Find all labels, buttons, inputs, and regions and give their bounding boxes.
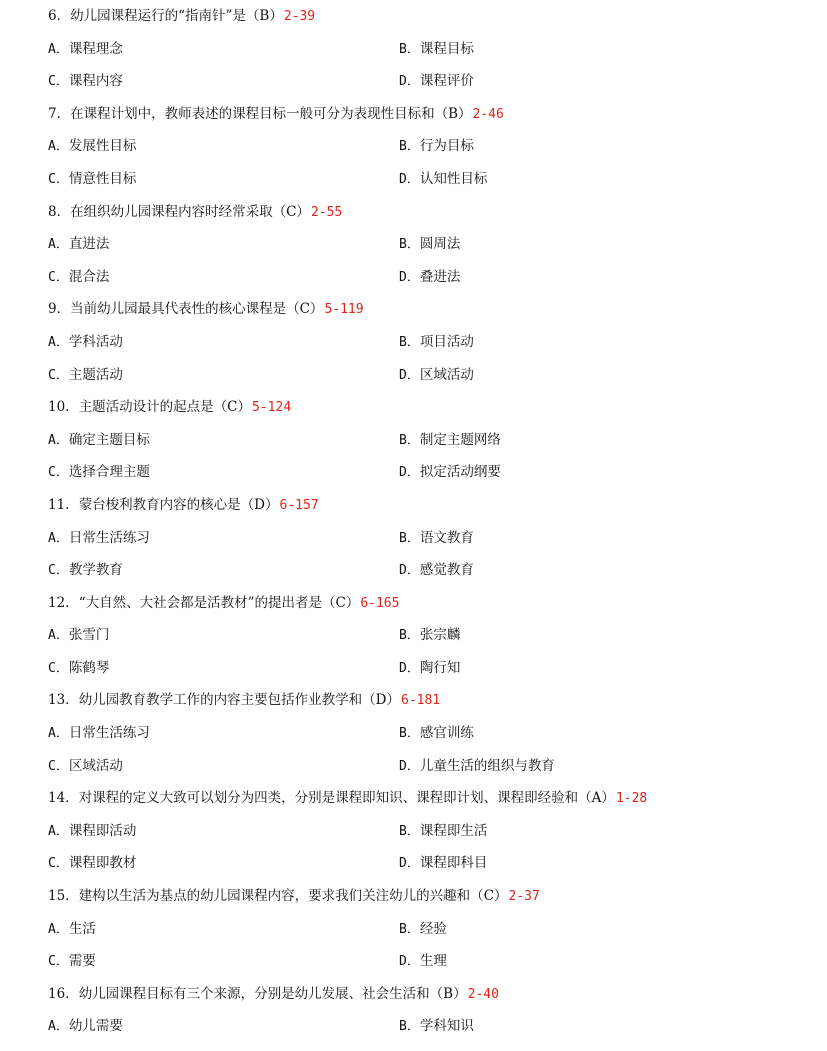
option-text: 拟定活动纲要: [419, 464, 501, 481]
option-letter: A．: [48, 237, 69, 253]
page-reference: 2-55: [310, 204, 343, 220]
option-letter: C．: [48, 660, 69, 676]
question-text: 在课程计划中，教师表述的课程目标一般可分为表现性目标和（B）: [70, 105, 472, 122]
option-text: 经验: [419, 920, 447, 937]
answer-option: [0, 36, 399, 69]
option-letter: D．: [399, 758, 420, 774]
question-number: 12．: [48, 594, 79, 611]
page-reference: 6-181: [401, 693, 441, 709]
question-number: 10．: [48, 399, 79, 416]
answer-option: [399, 68, 474, 101]
option-letter: A．: [48, 334, 69, 350]
option-text: 陈鹤琴: [68, 659, 110, 676]
option-letter: C．: [48, 856, 69, 872]
page-reference: 5-124: [252, 400, 292, 416]
option-row: [0, 68, 827, 101]
page-reference: 2-46: [472, 106, 504, 122]
option-text: 圆周法: [419, 236, 461, 253]
answer-option: [399, 329, 474, 362]
question-item: [0, 296, 827, 394]
answer-option: [0, 427, 399, 460]
option-letter: A．: [48, 628, 69, 644]
question-stem: [0, 590, 827, 623]
option-row: [0, 720, 827, 753]
answer-option: [399, 720, 474, 753]
option-text: 制定主题网络: [419, 431, 501, 448]
question-text: 建构以生活为基点的幼儿园课程内容，要求我们关注幼儿的兴趣和（C）: [78, 888, 508, 905]
question-stem: [0, 883, 827, 916]
question-number: 16．: [48, 985, 79, 1002]
option-letter: C．: [48, 563, 69, 579]
option-letter: A．: [48, 139, 69, 155]
question-stem: [0, 394, 827, 427]
option-text: 生理: [419, 953, 447, 970]
answer-option: [0, 720, 399, 753]
answer-option: [0, 753, 399, 786]
option-text: 直进法: [68, 236, 110, 253]
answer-option: [0, 231, 399, 264]
answer-option: [0, 459, 399, 492]
option-text: 项目活动: [419, 333, 474, 350]
option-text: 选择合理主题: [68, 464, 150, 481]
option-letter: A．: [48, 921, 69, 937]
question-text: 在组织幼儿园课程内容时经常采取（C）: [70, 203, 310, 220]
option-text: 课程目标: [419, 40, 474, 57]
question-text: “大自然、大社会都是活教材”的提出者是（C）: [78, 594, 360, 611]
option-letter: D．: [399, 171, 420, 187]
option-letter: C．: [48, 367, 69, 383]
option-text: 张雪门: [68, 627, 110, 644]
question-number: 14．: [48, 790, 79, 807]
option-row: [0, 557, 827, 590]
option-letter: C．: [48, 269, 69, 285]
question-number: 13．: [48, 692, 79, 709]
question-stem: [0, 101, 827, 134]
question-stem: [0, 199, 827, 232]
option-row: [0, 231, 827, 264]
question-text: 对课程的定义大致可以划分为四类，分别是课程即知识、课程即计划、课程即经验和（A）: [78, 790, 615, 807]
option-row: [0, 133, 827, 166]
answer-option: [399, 264, 460, 297]
option-text: 区域活动: [68, 757, 123, 774]
option-letter: B．: [399, 41, 420, 57]
question-item: [0, 101, 827, 199]
answer-option: [399, 427, 501, 460]
option-text: 课程评价: [419, 73, 474, 90]
option-letter: B．: [399, 237, 420, 253]
question-stem: [0, 296, 827, 329]
answer-option: [399, 622, 460, 655]
answer-option: [0, 329, 399, 362]
option-letter: A．: [48, 432, 69, 448]
option-letter: D．: [399, 465, 420, 481]
answer-option: [399, 753, 555, 786]
answer-option: [0, 622, 399, 655]
question-item: [0, 394, 827, 492]
option-text: 学科活动: [68, 333, 123, 350]
option-letter: A．: [48, 726, 69, 742]
option-text: 语文教育: [419, 529, 474, 546]
page-reference: 2-37: [508, 889, 540, 905]
option-letter: C．: [48, 758, 69, 774]
option-text: 发展性目标: [68, 138, 137, 155]
question-stem: [0, 687, 827, 720]
question-item: [0, 199, 827, 297]
answer-option: [0, 1013, 399, 1046]
question-text: 幼儿园教育教学工作的内容主要包括作业教学和（D）: [78, 692, 401, 709]
question-number: 11．: [48, 496, 79, 513]
option-text: 日常生活练习: [68, 725, 150, 742]
question-number: 9．: [48, 301, 71, 318]
page-reference: 2-40: [467, 986, 499, 1002]
option-letter: B．: [399, 726, 420, 742]
option-text: 区域活动: [419, 366, 474, 383]
question-stem: [0, 981, 827, 1014]
question-list: [0, 3, 827, 1046]
option-letter: D．: [399, 367, 420, 383]
option-letter: D．: [399, 563, 420, 579]
option-letter: B．: [399, 1019, 420, 1035]
answer-option: [399, 557, 474, 590]
option-row: [0, 655, 827, 688]
answer-option: [0, 557, 399, 590]
question-text: 幼儿园课程运行的“指南针”是（B）: [70, 8, 283, 24]
question-item: [0, 3, 827, 101]
answer-option: [399, 948, 447, 981]
option-letter: B．: [399, 921, 420, 937]
answer-option: [399, 459, 501, 492]
option-row: [0, 525, 827, 558]
option-row: [0, 916, 827, 949]
answer-option: [399, 525, 474, 558]
answer-option: [399, 133, 474, 166]
option-letter: B．: [399, 139, 420, 155]
page-reference: 6-157: [279, 497, 319, 513]
option-row: [0, 850, 827, 883]
option-letter: C．: [48, 74, 69, 90]
option-row: [0, 362, 827, 395]
option-row: [0, 36, 827, 69]
option-text: 需要: [68, 953, 96, 970]
question-item: [0, 785, 827, 883]
option-letter: C．: [48, 465, 69, 481]
question-text: 幼儿园课程目标有三个来源，分别是幼儿发展、社会生活和（B）: [78, 985, 467, 1002]
answer-option: [399, 166, 487, 199]
answer-option: [0, 850, 399, 883]
page-reference: 5-119: [324, 302, 364, 318]
page-reference: 2-39: [283, 9, 316, 24]
option-text: 课程理念: [68, 40, 123, 57]
option-text: 幼儿需要: [68, 1018, 123, 1035]
option-letter: A．: [48, 41, 69, 57]
option-text: 课程内容: [68, 73, 123, 90]
answer-option: [399, 850, 487, 883]
answer-option: [399, 36, 474, 69]
answer-option: [0, 133, 399, 166]
option-row: [0, 329, 827, 362]
option-text: 混合法: [68, 268, 110, 285]
question-stem: [0, 785, 827, 818]
question-number: 6．: [48, 8, 71, 24]
page-reference: 1-28: [615, 791, 648, 807]
option-text: 课程即生活: [419, 822, 488, 839]
option-text: 生活: [68, 920, 96, 937]
answer-option: [0, 948, 399, 981]
option-letter: B．: [399, 628, 420, 644]
option-letter: D．: [399, 269, 420, 285]
option-row: [0, 948, 827, 981]
option-letter: C．: [48, 171, 69, 187]
option-letter: D．: [399, 660, 420, 676]
option-text: 认知性目标: [419, 170, 488, 187]
option-text: 张宗麟: [419, 627, 461, 644]
question-text: 主题活动设计的起点是（C）: [78, 399, 252, 416]
option-text: 情意性目标: [68, 170, 137, 187]
answer-option: [0, 166, 399, 199]
answer-option: [0, 362, 399, 395]
option-text: 感官训练: [419, 725, 474, 742]
option-text: 行为目标: [419, 138, 474, 155]
option-row: [0, 459, 827, 492]
option-letter: A．: [48, 530, 69, 546]
answer-option: [0, 525, 399, 558]
option-letter: D．: [399, 856, 420, 872]
option-row: [0, 753, 827, 786]
question-item: [0, 981, 827, 1046]
option-letter: B．: [399, 823, 420, 839]
option-row: [0, 818, 827, 851]
option-text: 主题活动: [68, 366, 123, 383]
option-text: 陶行知: [419, 659, 461, 676]
question-number: 15．: [48, 888, 79, 905]
option-row: [0, 427, 827, 460]
question-text: 当前幼儿园最具代表性的核心课程是（C）: [70, 301, 324, 318]
option-letter: C．: [48, 954, 69, 970]
answer-option: [0, 68, 399, 101]
option-letter: B．: [399, 432, 420, 448]
question-stem: [0, 3, 827, 36]
question-item: [0, 492, 827, 590]
option-text: 叠进法: [419, 268, 461, 285]
question-item: [0, 590, 827, 688]
question-text: 蒙台梭利教育内容的核心是（D）: [78, 496, 279, 513]
answer-option: [0, 655, 399, 688]
answer-option: [399, 1013, 474, 1046]
option-letter: D．: [399, 74, 420, 90]
option-text: 教学教育: [68, 562, 123, 579]
question-item: [0, 687, 827, 785]
option-row: [0, 166, 827, 199]
option-letter: B．: [399, 334, 420, 350]
page-reference: 6-165: [360, 595, 400, 611]
option-letter: A．: [48, 1019, 69, 1035]
answer-option: [399, 818, 487, 851]
answer-option: [0, 818, 399, 851]
answer-option: [399, 362, 474, 395]
option-text: 日常生活练习: [68, 529, 150, 546]
option-text: 儿童生活的组织与教育: [419, 757, 555, 774]
option-row: [0, 1013, 827, 1046]
answer-option: [399, 231, 460, 264]
question-number: 7．: [48, 105, 71, 122]
answer-option: [0, 916, 399, 949]
option-letter: A．: [48, 823, 69, 839]
option-text: 课程即科目: [419, 855, 488, 872]
question-number: 8．: [48, 203, 71, 220]
option-text: 确定主题目标: [68, 431, 150, 448]
question-stem: [0, 492, 827, 525]
answer-option: [0, 264, 399, 297]
question-item: [0, 883, 827, 981]
option-text: 课程即活动: [68, 822, 137, 839]
option-text: 学科知识: [419, 1018, 474, 1035]
option-text: 感觉教育: [419, 562, 474, 579]
option-letter: D．: [399, 954, 420, 970]
answer-option: [399, 655, 460, 688]
option-row: [0, 264, 827, 297]
option-text: 课程即教材: [68, 855, 137, 872]
answer-option: [399, 916, 447, 949]
option-row: [0, 622, 827, 655]
option-letter: B．: [399, 530, 420, 546]
